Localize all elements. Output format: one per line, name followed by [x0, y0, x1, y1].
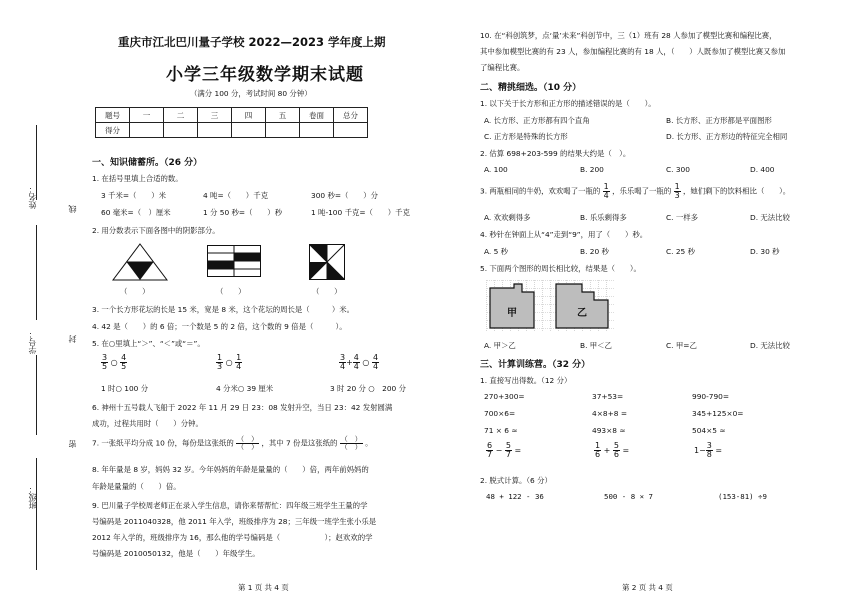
calc-item: 700×6=: [484, 409, 516, 418]
q5-compare-3: $\frac{3}{4}$ + $\frac{4}{4}$ ○ $\frac{4}{4}$: [340, 353, 379, 371]
option[interactable]: C. 300: [666, 165, 690, 174]
school-title: 重庆市江北巴川量子学校 2022—2023 学年度上期: [118, 35, 386, 49]
section-3-heading: 三、计算训练营。（32 分）: [480, 360, 591, 370]
question-10-line1: 10. 在“科创筑梦，点‘量’未来”科创节中，三（1）班有 28 人参加了模型比赛和编程比赛，: [480, 31, 777, 40]
score-cell[interactable]: [198, 123, 232, 138]
option[interactable]: D. 长方形、正方形边的特征完全相同: [666, 132, 788, 141]
q1-item: 4 吨=（ ）千克: [203, 191, 268, 200]
calc-item: 270+300=: [484, 392, 525, 401]
q1-item: 60 毫米=（ ）厘米: [101, 208, 171, 217]
question-9-line2: 号编码是 2011040328，他 2011 年入学，班级排序为 28；三年级一班学生张小乐是: [92, 517, 377, 526]
line-char: 线: [68, 205, 77, 213]
secret-char: 密: [68, 440, 77, 448]
question-8-line1: 8. 年年量是 8 岁，妈妈 32 岁。今年妈妈的年龄是量量的（ ）倍，两年前妈妈的: [92, 465, 369, 474]
student-number-label: 学号：: [28, 330, 37, 354]
question-10-line3: 了编程比赛。: [480, 63, 525, 72]
score-header-cell: 二: [164, 108, 198, 123]
shape-yi-label: 乙: [577, 308, 587, 319]
question-2: 2. 用分数表示下面各图中的阴影部分。: [92, 226, 220, 235]
choice-question-5: 5. 下面两个图形的周长相比较，结果是（ ）。: [480, 264, 641, 273]
question-8-line2: 年龄是量量的（ ）倍。: [92, 482, 181, 491]
choice-question-2: 2. 估算 698+203-599 的结果大约是（ ）。: [480, 149, 631, 158]
question-6-line1: 6. 神州十五号载人飞船于 2022 年 11 月 29 日 23：08 发射升空，当日 23：42 发射圆满: [92, 403, 393, 412]
score-cell[interactable]: [266, 123, 300, 138]
page-footer: 第 1 页 共 4 页: [238, 583, 289, 592]
calc-item: 493×8 ≈: [592, 426, 626, 435]
striped-rectangle-figure: [207, 245, 261, 277]
option[interactable]: D. 无法比较: [750, 213, 790, 222]
question-9-line1: 9. 巴川量子学校周老师正在录入学生信息，请你来帮帮忙：四年级三班学生王量的学: [92, 501, 368, 510]
q5-item: 3 时 20 分 ○ 200 分: [330, 384, 406, 393]
question-5: 5. 在○里填上“＞”、“＜”或“＝”。: [92, 339, 205, 348]
score-cell[interactable]: [130, 123, 164, 138]
binding-line: [36, 225, 37, 320]
q1-item: 1 分 50 秒=（ ）秒: [203, 208, 283, 217]
shape-jia-label: 甲: [507, 308, 517, 319]
q5-item: 1 时○ 100 分: [101, 384, 149, 393]
name-label: 姓名：: [28, 185, 37, 209]
fraction-calc-1: $\frac{6}{7}$ − $\frac{5}{7}$ =: [487, 441, 522, 459]
score-cell[interactable]: [300, 123, 334, 138]
calc-item: 4×8+8 =: [592, 409, 628, 418]
binding-line: [36, 458, 37, 570]
question-9-line3: 2012 年入学的，班级排序为 16，那么他的学号编码是（ ）；赵欢欢的学: [92, 533, 373, 542]
score-cell[interactable]: [232, 123, 266, 138]
page-footer: 第 2 页 共 4 页: [622, 583, 673, 592]
option[interactable]: A. 100: [484, 165, 508, 174]
score-table: [95, 107, 368, 138]
score-header-cell: 题号: [96, 108, 130, 123]
q2-blank[interactable]: （ ）: [216, 287, 246, 296]
calc-item: 345+125×0=: [692, 409, 744, 418]
question-3: 3. 一个长方形花坛的长是 15 米，宽是 8 米，这个花坛的周长是（ ）米。: [92, 305, 355, 314]
section-1-heading: 一、知识储蓄所。（26 分）: [92, 158, 203, 168]
score-cell[interactable]: [164, 123, 198, 138]
option[interactable]: C. 一样多: [666, 213, 699, 222]
exam-note: （满分 100 分，考试时间 80 分钟）: [190, 89, 312, 98]
option[interactable]: A. 甲＞乙: [484, 341, 516, 350]
score-header-cell: 卷面: [300, 108, 334, 123]
question-4: 4. 42 是（ ）的 6 倍；一个数是 5 的 2 倍，这个数的 9 倍是（ ）。: [92, 322, 347, 331]
choice-question-4: 4. 秒针在钟面上从“4”走到“9”，用了（ ）秒。: [480, 230, 648, 239]
option[interactable]: D. 30 秒: [750, 247, 780, 256]
option[interactable]: A. 5 秒: [484, 247, 509, 256]
q1-item: 300 秒=（ ）分: [311, 191, 378, 200]
section-2-heading: 二、精挑细选。（10 分）: [480, 83, 582, 93]
option[interactable]: B. 20 秒: [580, 247, 609, 256]
calc-item: 990-790=: [692, 392, 730, 401]
fraction-calc-3: 1− $\frac{3}{8}$ =: [694, 441, 723, 459]
score-header-cell: 三: [198, 108, 232, 123]
option[interactable]: C. 甲=乙: [666, 341, 697, 350]
score-header-cell: 一: [130, 108, 164, 123]
q5-item: 4 分米○ 39 厘米: [216, 384, 274, 393]
q1-item: 1 吨-100 千克=（ ）千克: [311, 208, 410, 217]
calc-expression: 500 - 8 × 7: [604, 492, 653, 501]
binding-line: [36, 355, 37, 435]
option[interactable]: B. 200: [580, 165, 604, 174]
q5-compare-2: $\frac{1}{3}$ ○ $\frac{1}{4}$: [217, 353, 242, 371]
calc-question-1: 1. 直接写出得数。（12 分）: [480, 376, 572, 385]
option[interactable]: D. 400: [750, 165, 775, 174]
question-10-line2: 其中参加模型比赛的有 23 人，参加编程比赛的有 18 人，（ ）人既参加了模型比赛又参加: [480, 47, 786, 56]
triangle-figure: [112, 243, 168, 281]
square-figure: [309, 244, 345, 280]
score-header-cell: 总分: [334, 108, 368, 123]
question-7: 7. 一张纸平均分成 10 份，每份是这张纸的 $\frac{( )}{( )}$ ，其中 7 份是这张纸的 $\frac{( )}{( )}$ 。: [92, 435, 373, 451]
q2-blank[interactable]: （ ）: [120, 287, 150, 296]
perimeter-figures: [486, 280, 614, 332]
option[interactable]: A. 欢欢剩得多: [484, 213, 531, 222]
choice-question-3: 3. 两瓶相同的牛奶，欢欢喝了一瓶的 $\frac{1}{4}$ ，乐乐喝了一瓶的 $\frac{1}{3}$ ，她们剩下的饮料相比（ ）。: [480, 182, 791, 200]
exam-title: 小学三年级数学期末试题: [166, 65, 364, 85]
option[interactable]: B. 长方形、正方形都是平面图形: [666, 116, 772, 125]
calc-item: 71 × 6 ≈: [484, 426, 518, 435]
q2-blank[interactable]: （ ）: [312, 287, 342, 296]
option[interactable]: C. 25 秒: [666, 247, 696, 256]
seal-char: 封: [68, 335, 77, 343]
option[interactable]: B. 甲＜乙: [580, 341, 612, 350]
option[interactable]: D. 无法比较: [750, 341, 790, 350]
q5-compare-1: $\frac{3}{5}$ ○ $\frac{4}{5}$: [102, 353, 127, 371]
q1-item: 3 千米=（ ）米: [101, 191, 166, 200]
option[interactable]: A. 长方形、正方形都有四个直角: [484, 116, 590, 125]
choice-question-1: 1. 以下关于长方形和正方形的描述错误的是（ ）。: [480, 99, 656, 108]
fraction-calc-2: $\frac{1}{6}$ + $\frac{5}{6}$ =: [595, 441, 630, 459]
calc-item: 37+53=: [592, 392, 624, 401]
question-6-line2: 成功，过程共用时（ ）分钟。: [92, 419, 203, 428]
score-cell[interactable]: [334, 123, 368, 138]
option[interactable]: C. 正方形是特殊的长方形: [484, 132, 568, 141]
score-header-cell: 四: [232, 108, 266, 123]
score-header-cell: 五: [266, 108, 300, 123]
calc-expression: 48 + 122 - 36: [486, 492, 544, 501]
calc-expression: (153-81) ÷9: [718, 492, 767, 501]
calc-item: 504×5 ≈: [692, 426, 726, 435]
class-label: 班级：: [28, 485, 37, 509]
calc-question-2: 2. 脱式计算。（6 分）: [480, 476, 552, 485]
question-9-line4: 号编码是 2010050132，他是（ ）年级学生。: [92, 549, 260, 558]
score-row-label: 得分: [96, 123, 130, 138]
option[interactable]: B. 乐乐剩得多: [580, 213, 627, 222]
question-1: 1. 在括号里填上合适的数。: [92, 174, 183, 183]
